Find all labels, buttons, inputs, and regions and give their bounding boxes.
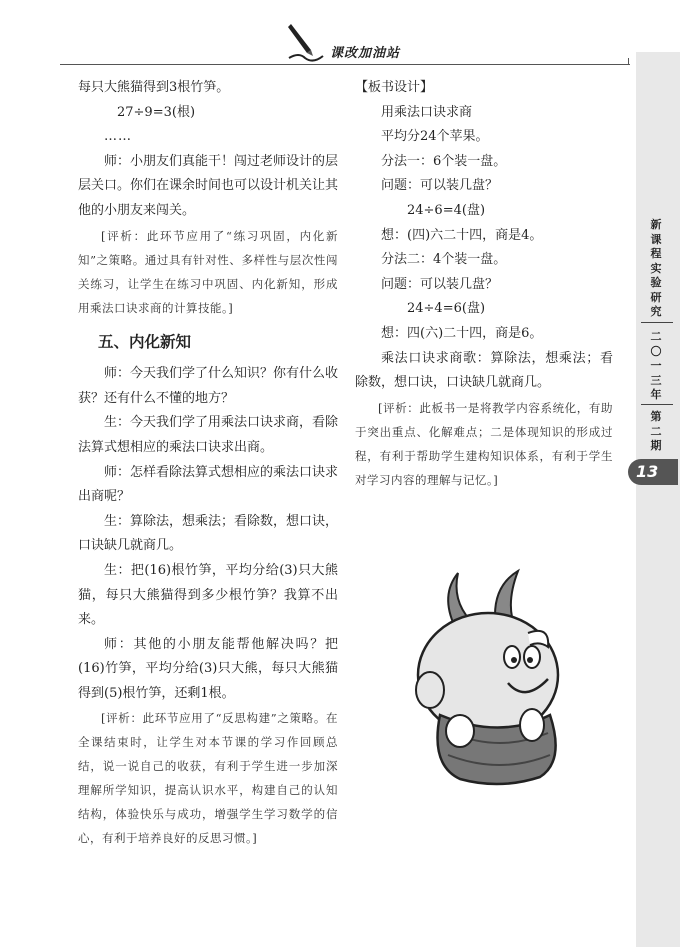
equation: 24÷6=4(盘) [407,202,486,218]
commentary: [评析：此板书一是将教学内容系统化，有助于突出重点、化解难点；二是体现知识的形成过程，有利于帮助学生建构知识体系，有利于学生对学习内容的理解与记忆。] [355,400,613,487]
paragraph: 生：算除法，想乘法；看除数，想口诀，口诀缺几就商几。 [78,513,339,554]
board-line: 乘法口诀求商歌：算除法，想乘法；看除数，想口诀，口诀缺几就商几。 [355,350,613,391]
equation: 24÷4=6(盘) [407,301,486,317]
right-column [355,76,613,492]
board-line: 问题：可以装几盘？ [381,178,499,194]
mascot-illustration [400,565,580,790]
paragraph: 生：把(16)根竹笋，平均分给(3)只大熊猫，每只大熊猫得到多少根竹笋？我算不出来。 [78,562,338,628]
pen-logo-icon [285,20,325,62]
section-heading: 五、内化新知 [98,332,192,351]
commentary: [评析：此环节应用了“反思构建”之策略。在全课结束时，让学生对本节课的学习作回顾总结，说一说自己的收获，有利于学生进一步加深理解所学知识，提高认识水平，构建自己的认知结构，体验快乐与成功，增强学生学习数学的信心，有利于培养良好的反思习惯。] [78,711,338,846]
board-line: 平均分24个苹果。 [381,129,489,145]
paragraph: 师：小朋友们真能干！闯过老师设计的层层关口。你们在课余时间也可以设计机关让其他的小朋友来闯关。 [78,153,339,218]
board-line: 问题：可以装几盘？ [381,276,499,292]
board-design-title: 【板书设计】 [355,80,434,95]
paragraph: 师：今天我们学了什么知识？你有什么收获？还有什么不懂的地方？ [78,366,339,406]
paragraph: 师：怎样看除法算式想相应的乘法口诀求出商呢？ [78,464,339,505]
equation: 27÷9=3(根) [117,104,196,120]
board-line: 分法一：6个装一盘。 [381,153,507,169]
board-line: 想：(四)六二十四，商是4。 [381,227,543,243]
paragraph: 每只大熊猫得到3根竹笋。 [78,80,230,95]
sidebar-divider [641,322,673,323]
journal-sidebar [636,52,680,947]
ellipsis: …… [104,129,132,145]
left-column [78,76,338,850]
page-number: 13 [636,462,659,481]
journal-year: 二〇一三年 [650,330,662,401]
header-rule-tick [628,58,629,64]
board-line: 用乘法口诀求商 [381,104,473,120]
board-line: 分法二：4个装一盘。 [381,252,507,268]
paragraph: 生：今天我们学了用乘法口诀求商，看除法算式想相应的乘法口诀求出商。 [78,415,339,455]
journal-name: 新课程实验研究 [650,218,662,318]
journal-issue: 第二期 [650,410,662,452]
header-rule [60,64,630,65]
commentary: [评析：此环节应用了“练习巩固，内化新知”之策略。通过具有针对性、多样性与层次性闯关练习，让学生在练习中巩固、内化新知，形成用乘法口诀求商的计算技能。] [78,228,338,315]
paragraph: 师：其他的小朋友能帮他解决吗？把(16)竹笋，平均分给(3)只大熊，每只大熊猫得到(5)根竹笋，还剩1根。 [78,636,338,701]
section-title: 课改加油站 [330,46,401,61]
sidebar-divider [641,404,673,405]
board-line: 想：四(六)二十四，商是6。 [381,325,543,341]
